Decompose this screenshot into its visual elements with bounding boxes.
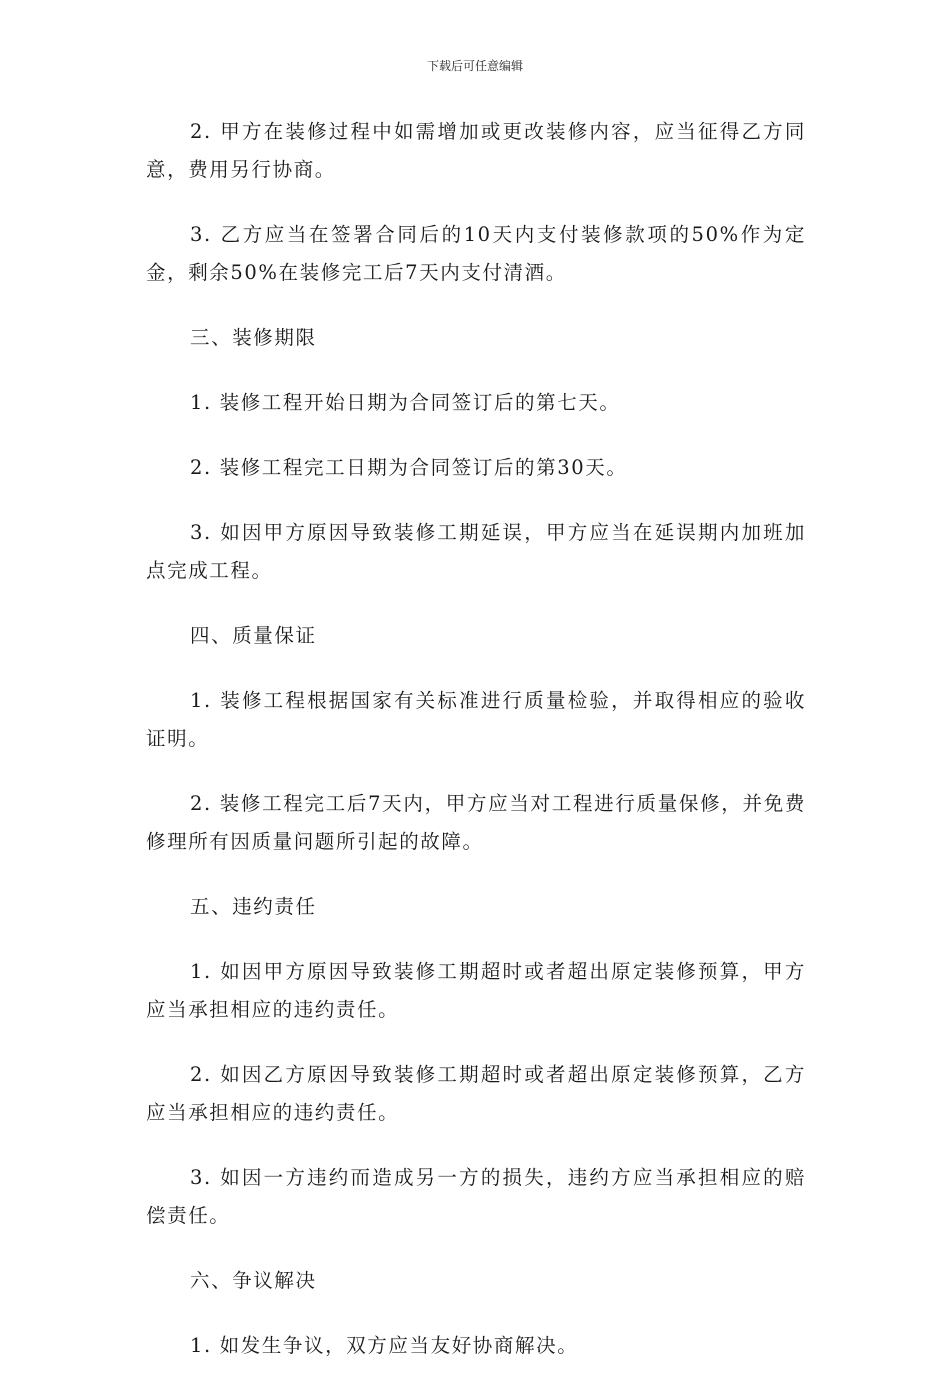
clause-4-2-warranty: 2. 装修工程完工后7天内，甲方应当对工程进行质量保修，并免费修理所有因质量问题所引起的故障。 — [146, 792, 806, 853]
section-heading-3: 三、装修期限 — [190, 326, 317, 349]
clause-5-1-party-a-breach: 1. 如因甲方原因导致装修工期超时或者超出原定装修预算，甲方应当承担相应的违约责任。 — [146, 960, 806, 1021]
clause-3-3-delay: 3. 如因甲方原因导致装修工期延误，甲方应当在延误期内加班加点完成工程。 — [146, 521, 806, 582]
section-heading-4: 四、质量保证 — [190, 624, 317, 647]
clause-2-2-payment-changes: 2. 甲方在装修过程中如需增加或更改装修内容，应当征得乙方同意，费用另行协商。 — [146, 120, 806, 181]
clause-3-2-end-date: 2. 装修工程完工日期为合同签订后的第30天。 — [190, 456, 628, 479]
clause-2-3-deposit: 3. 乙方应当在签署合同后的10天内支付装修款项的50%作为定金，剩余50%在装修完工后7天内支付清酒。 — [146, 223, 806, 284]
page-header: 下载后可任意编辑 — [426, 59, 523, 73]
clause-3-1-start-date: 1. 装修工程开始日期为合同签订后的第七天。 — [190, 391, 621, 414]
clause-4-1-inspection: 1. 装修工程根据国家有关标准进行质量检验，并取得相应的验收证明。 — [146, 689, 806, 750]
clause-6-1-negotiation: 1. 如发生争议，双方应当友好协商解决。 — [190, 1334, 579, 1357]
document-body — [146, 113, 806, 1392]
clause-5-2-party-b-breach: 2. 如因乙方原因导致装修工期超时或者超出原定装修预算，乙方应当承担相应的违约责任。 — [146, 1063, 806, 1124]
section-heading-5: 五、违约责任 — [190, 895, 317, 918]
section-heading-6: 六、争议解决 — [190, 1269, 317, 1292]
clause-5-3-compensation: 3. 如因一方违约而造成另一方的损失，违约方应当承担相应的赔偿责任。 — [146, 1166, 806, 1227]
